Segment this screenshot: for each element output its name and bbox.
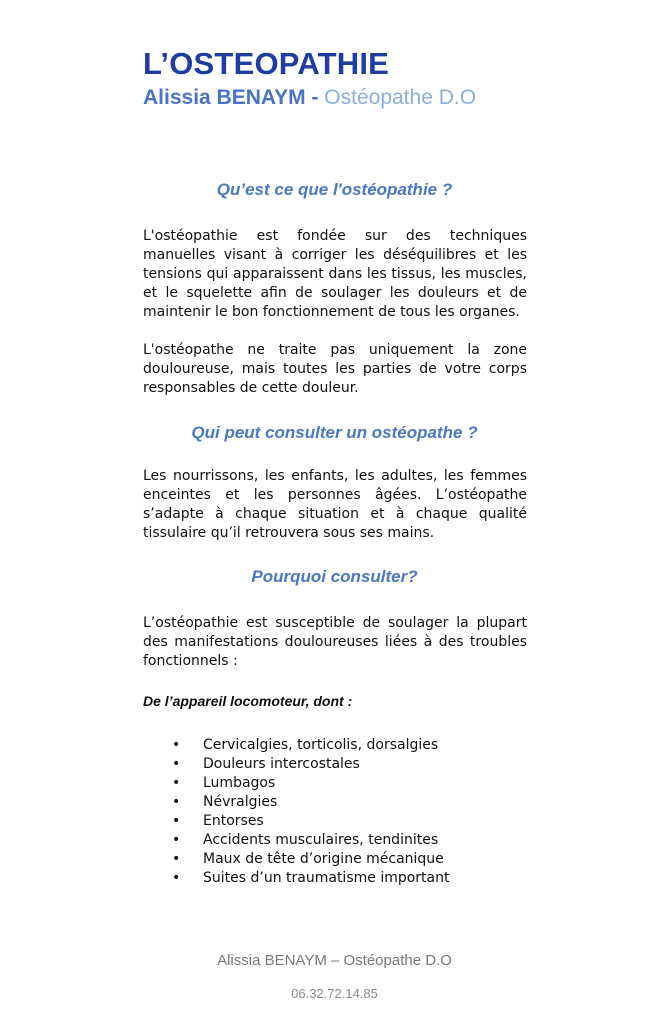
- list-item-text: Accidents musculaires, tendinites: [203, 832, 439, 848]
- list-item-text: Entorses: [203, 813, 264, 829]
- list-item: [172, 774, 449, 793]
- author-role: Ostéopathe D.O: [324, 86, 477, 109]
- bullet-icon: •: [172, 870, 181, 886]
- list-item: [172, 793, 449, 812]
- locomotor-subheading: De l’appareil locomoteur, dont :: [143, 693, 353, 709]
- list-item-text: Suites d’un traumatisme important: [203, 870, 450, 886]
- locomotor-list: [172, 736, 449, 888]
- bullet-icon: •: [172, 775, 181, 791]
- list-item-text: Lumbagos: [203, 775, 276, 791]
- subtitle-separator: -: [305, 86, 325, 109]
- bullet-icon: •: [172, 756, 181, 772]
- bullet-icon: •: [172, 737, 181, 753]
- page-subtitle: [143, 86, 476, 110]
- list-item: [172, 869, 449, 888]
- list-item-text: Maux de tête d’origine mécanique: [203, 851, 444, 867]
- bullet-icon: •: [172, 851, 181, 867]
- author-name: Alissia BENAYM: [143, 86, 306, 109]
- section-heading-who: Qui peut consulter un ostéopathe ?: [191, 423, 478, 442]
- section-heading-what: Qu’est ce que l'ostéopathie ?: [216, 180, 453, 199]
- page-title: L’OSTEOPATHIE: [143, 46, 390, 81]
- list-item: [172, 812, 449, 831]
- list-item-text: Névralgies: [203, 794, 278, 810]
- bullet-icon: •: [172, 813, 181, 829]
- bullet-icon: •: [172, 832, 181, 848]
- section-what-paragraph-1: L'ostéopathie est fondée sur des techniques manuelles visant à corriger les déséquilibres et les tensions qui apparaissent dans les tissus, les muscles, et le squelette afin de soulager les douleurs et de maintenir le bon fonctionnement de tous les organes.: [143, 228, 527, 320]
- list-item: [172, 736, 449, 755]
- section-who-paragraph: Les nourrissons, les enfants, les adultes, les femmes enceintes et les personnes âgées. L’ostéopathe s’adapte à chaque situation et à chaque qualité tissulaire qu’il retrouvera sous ses mains.: [143, 468, 527, 541]
- list-item: [172, 831, 449, 850]
- bullet-icon: •: [172, 794, 181, 810]
- list-item-text: Cervicalgies, torticolis, dorsalgies: [203, 737, 439, 753]
- section-heading-why: Pourquoi consulter?: [251, 567, 418, 586]
- section-why-paragraph: L’ostéopathie est susceptible de soulager la plupart des manifestations douloureuses liées à des troubles fonctionnels :: [143, 615, 527, 669]
- list-item-text: Douleurs intercostales: [203, 756, 360, 772]
- list-item: [172, 850, 449, 869]
- footer-name: Alissia BENAYM – Ostéopathe D.O: [217, 952, 452, 969]
- section-what-paragraph-2: L'ostéopathe ne traite pas uniquement la zone douloureuse, mais toutes les parties de votre corps responsables de cette douleur.: [143, 342, 527, 396]
- footer-phone: 06.32.72.14.85: [291, 986, 378, 1001]
- list-item: [172, 755, 449, 774]
